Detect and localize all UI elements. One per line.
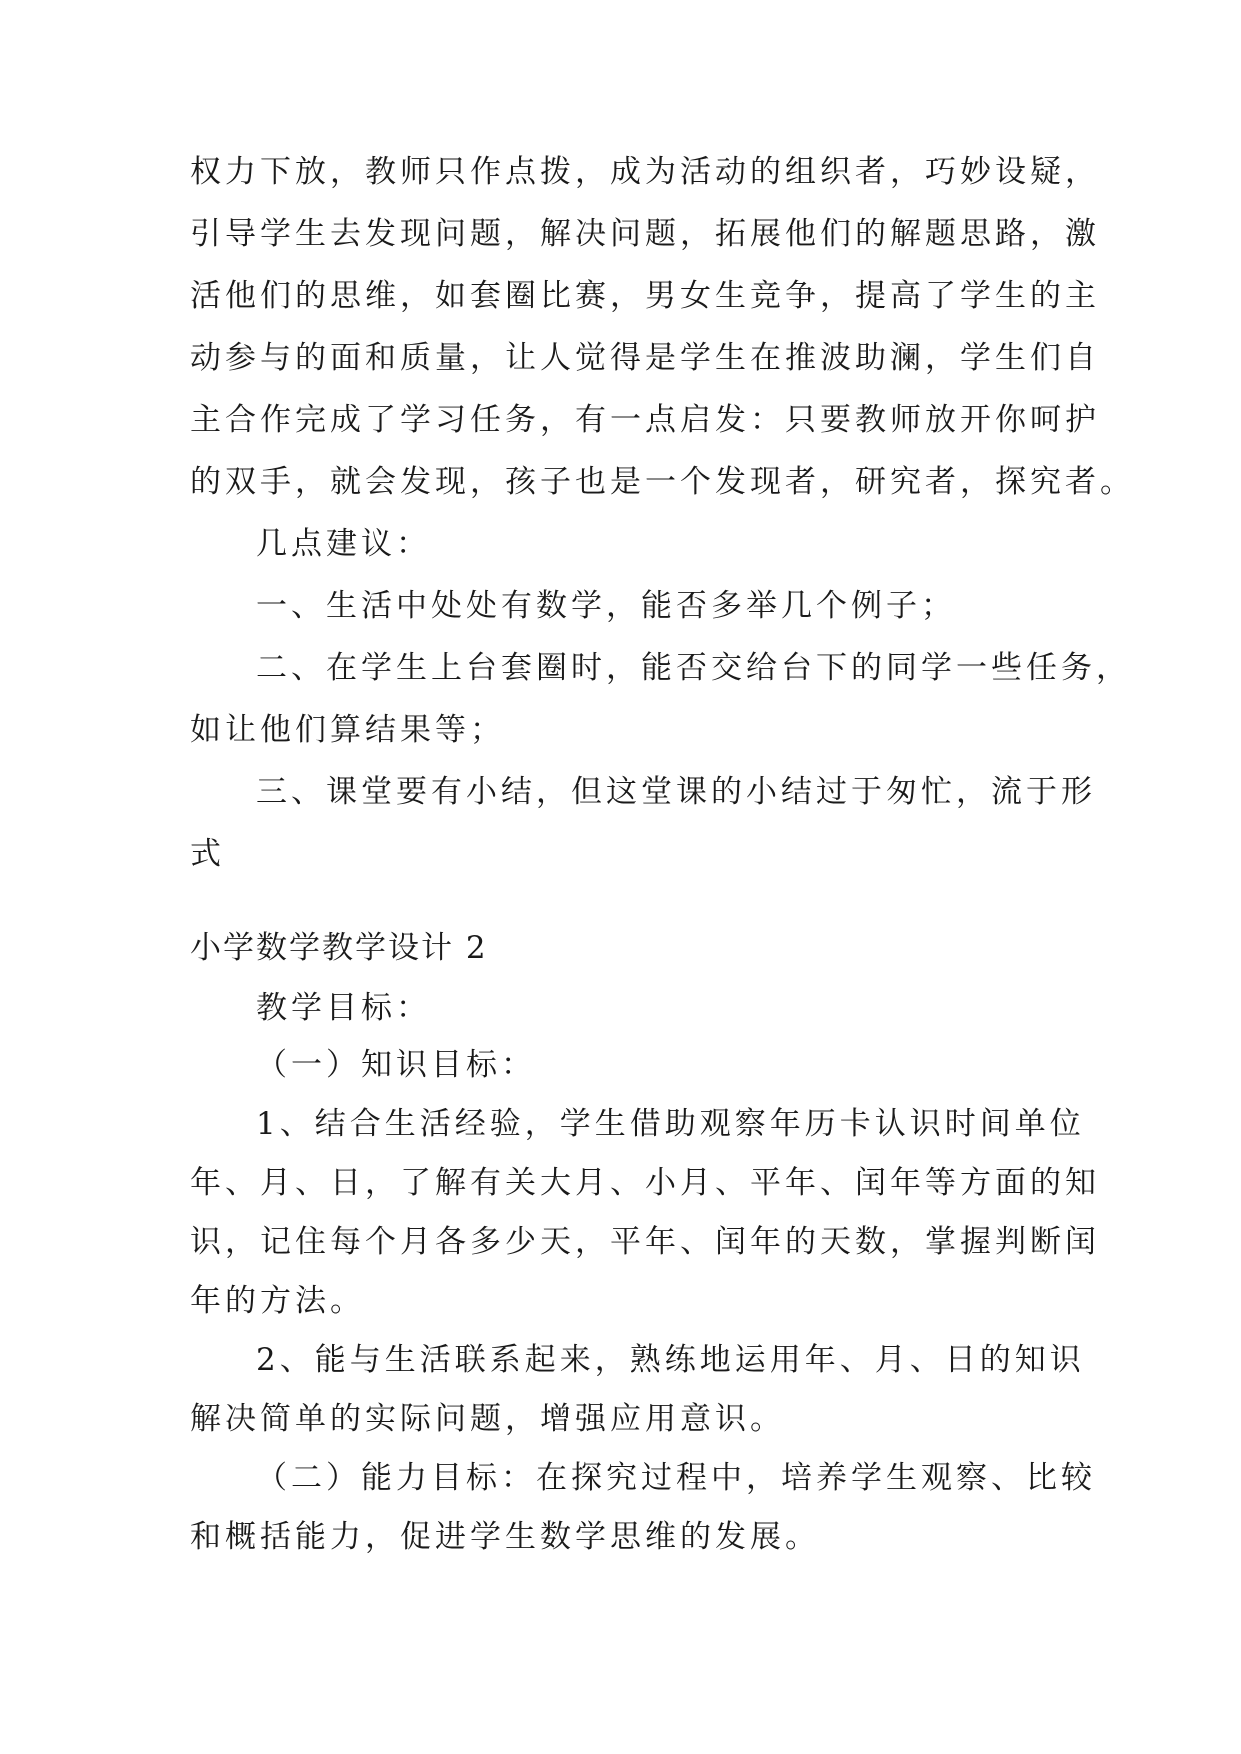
paragraph-line: 式 [190,836,225,872]
paragraph-line: （二）能力目标：在探究过程中，培养学生观察、比较 [256,1460,1096,1496]
subheading: 教学目标： [256,990,431,1026]
paragraph-line: 年的方法。 [190,1283,365,1319]
section-title: 小学数学教学设计 2 [190,930,488,966]
suggestion-item: 一、生活中处处有数学，能否多举几个例子； [256,588,956,624]
suggestions-heading: 几点建议： [256,526,431,562]
paragraph-line: 年、月、日，了解有关大月、小月、平年、闰年等方面的知 [190,1165,1100,1201]
paragraph-line: 的双手，就会发现，孩子也是一个发现者，研究者，探究者。 [190,464,1135,500]
paragraph-line: 识，记住每个月各多少天，平年、闰年的天数，掌握判断闰 [190,1224,1100,1260]
paragraph-line: 权力下放，教师只作点拨，成为活动的组织者，巧妙设疑， [190,154,1100,190]
paragraph-line: 引导学生去发现问题，解决问题，拓展他们的解题思路，激 [190,216,1100,252]
paragraph-line: 和概括能力，促进学生数学思维的发展。 [190,1519,820,1555]
paragraph-line: 2、能与生活联系起来，熟练地运用年、月、日的知识 [256,1342,1085,1378]
paragraph-line: 如让他们算结果等； [190,712,505,748]
paragraph-line: 动参与的面和质量，让人觉得是学生在推波助澜，学生们自 [190,340,1100,376]
suggestion-item: 三、课堂要有小结，但这堂课的小结过于匆忙，流于形 [256,774,1096,810]
paragraph-line: 解决简单的实际问题，增强应用意识。 [190,1401,785,1437]
subheading: （一）知识目标： [256,1047,536,1083]
paragraph-line: 1、结合生活经验，学生借助观察年历卡认识时间单位 [256,1106,1085,1142]
paragraph-line: 活他们的思维，如套圈比赛，男女生竞争，提高了学生的主 [190,278,1100,314]
paragraph-line: 主合作完成了学习任务，有一点启发：只要教师放开你呵护 [190,402,1100,438]
suggestion-item: 二、在学生上台套圈时，能否交给台下的同学一些任务， [256,650,1131,686]
